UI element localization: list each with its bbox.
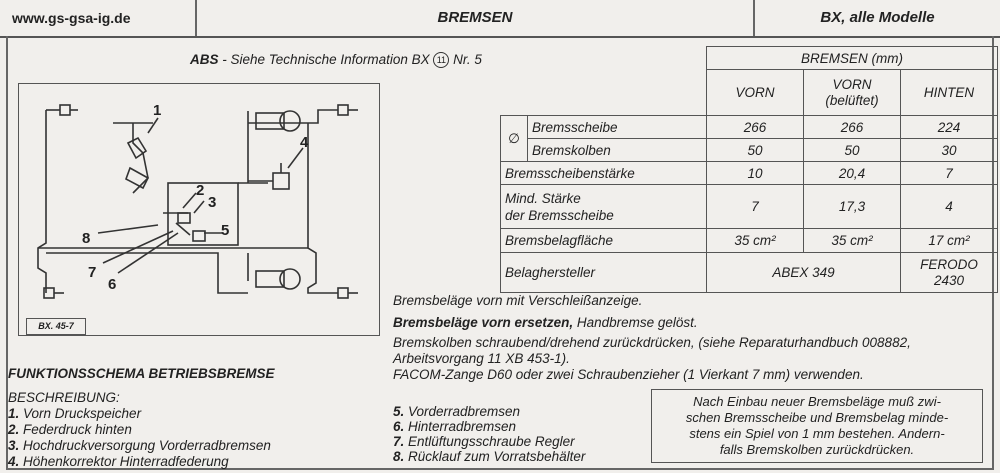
table-cell: 20,4 [804, 162, 901, 185]
row-label-line1: Mind. Stärke [505, 190, 581, 206]
row-label: Bremskolben [528, 139, 707, 162]
legend-text: Federdruck hinten [19, 422, 132, 437]
legend-item-7 [393, 434, 575, 449]
callout-8: 8 [82, 230, 91, 247]
table-row [501, 253, 998, 293]
abs-text: - Siehe Technische Information BX [218, 52, 434, 67]
note-line: falls Bremskolben zurückdrücken. [719, 442, 915, 457]
legend-text: Höhenkorrektor Hinterradfederung [19, 454, 229, 469]
instruction-rest: Handbremse gelöst. [573, 315, 698, 330]
abs-prefix: ABS [190, 52, 219, 67]
instruction-line-3: Bremskolben schraubend/drehend zurückdrücken, (siehe Reparaturhandbuch 008882, [393, 335, 911, 350]
callout-6: 6 [108, 276, 117, 293]
abs-note [190, 52, 482, 68]
website-url: www.gs-gsa-ig.de [0, 0, 197, 36]
brake-schematic-diagram [18, 83, 380, 336]
row-label: Belaghersteller [501, 253, 707, 293]
brake-spec-table [500, 46, 998, 293]
table-cell: 10 [707, 162, 804, 185]
callout-4: 4 [300, 134, 309, 151]
row-label-line2: der Bremsscheibe [505, 207, 614, 223]
table-row [501, 116, 998, 139]
table-row [501, 162, 998, 185]
note-line: Nach Einbau neuer Bremsbeläge muß zwi- [693, 394, 941, 409]
circle-number: 11 [433, 52, 449, 68]
note-line: stens ein Spiel von 1 mm bestehen. Andern- [689, 426, 945, 441]
legend-num: 7. [393, 434, 405, 449]
legend-num: 8. [393, 449, 405, 464]
col-vorn-belueftet-sub: (belüftet) [825, 92, 879, 108]
callout-5: 5 [221, 222, 230, 239]
row-label [501, 185, 707, 229]
legend-text: Rücklauf zum Vorratsbehälter [404, 449, 586, 464]
legend-item-8 [393, 449, 585, 464]
table-title: BREMSEN (mm) [707, 47, 998, 70]
instruction-bold: Bremsbeläge vorn ersetzen, [393, 315, 574, 330]
table-cell: ABEX 349 [707, 253, 901, 293]
table-cell: 35 cm² [804, 229, 901, 253]
table-cell: 30 [901, 139, 998, 162]
table-row [501, 139, 998, 162]
instruction-line-2 [393, 315, 698, 330]
legend-item-3 [8, 438, 271, 453]
table-cell: 224 [901, 116, 998, 139]
row-label: Bremsscheibe [528, 116, 707, 139]
clearance-note-box [651, 389, 983, 463]
legend-text: Hochdruckversorgung Vorderradbremsen [19, 438, 271, 453]
legend-item-4 [8, 454, 229, 469]
callout-3: 3 [208, 194, 217, 211]
table-row [501, 185, 998, 229]
cell-line1: FERODO [920, 256, 978, 272]
legend-item-2 [8, 422, 132, 437]
table-cell: 7 [901, 162, 998, 185]
section-title: BREMSEN [197, 0, 755, 36]
legend-num: 6. [393, 419, 405, 434]
cell-line2: 2430 [933, 272, 965, 288]
legend-item-5 [393, 404, 520, 419]
legend-text: Vorn Druckspeicher [19, 406, 142, 421]
table-cell: 4 [901, 185, 998, 229]
table-cell: 17 cm² [901, 229, 998, 253]
table-cell: 17,3 [804, 185, 901, 229]
col-vorn-belueftet [804, 70, 901, 116]
callout-2: 2 [196, 182, 205, 199]
table-cell: 266 [804, 116, 901, 139]
table-cell: 50 [707, 139, 804, 162]
legend-text: Hinterradbremsen [404, 419, 517, 434]
callout-7: 7 [88, 264, 97, 281]
legend-num: 1. [8, 406, 20, 421]
beschreibung-label: BESCHREIBUNG: [8, 390, 120, 405]
legend-num: 3. [8, 438, 20, 453]
col-vorn-belueftet-label: VORN [832, 76, 872, 92]
funktion-title: FUNKTIONSSCHEMA BETRIEBSBREMSE [8, 366, 275, 381]
instruction-line-1: Bremsbeläge vorn mit Verschleißanzeige. [393, 293, 643, 308]
col-hinten: HINTEN [901, 70, 998, 116]
callout-1: 1 [153, 102, 162, 119]
diagram-code: BX. 45-7 [26, 318, 86, 335]
legend-item-6 [393, 419, 516, 434]
table-row [501, 229, 998, 253]
table-cell: 50 [804, 139, 901, 162]
legend-text: Vorderradbremsen [404, 404, 521, 419]
diameter-symbol: ∅ [501, 116, 528, 162]
instruction-line-5: FACOM-Zange D60 oder zwei Schraubenzieher (1 Vierkant 7 mm) verwenden. [393, 367, 864, 382]
models-label: BX, alle Modelle [820, 9, 935, 26]
instruction-line-4: Arbeitsvorgang 11 XB 453-1). [393, 351, 570, 366]
table-cell [901, 253, 998, 293]
col-vorn: VORN [707, 70, 804, 116]
table-cell: 7 [707, 185, 804, 229]
table-cell: 35 cm² [707, 229, 804, 253]
row-label: Bremsscheibenstärke [501, 162, 707, 185]
legend-text: Entlüftungsschraube Regler [404, 434, 575, 449]
header-bar [0, 0, 1000, 38]
table-cell: 266 [707, 116, 804, 139]
legend-num: 2. [8, 422, 20, 437]
legend-item-1 [8, 406, 141, 421]
abs-suffix: Nr. 5 [449, 52, 482, 67]
note-line: schen Bremsscheibe und Bremsbelag minde- [685, 410, 949, 425]
row-label: Bremsbelagfläche [501, 229, 707, 253]
legend-num: 4. [8, 454, 20, 469]
legend-num: 5. [393, 404, 405, 419]
